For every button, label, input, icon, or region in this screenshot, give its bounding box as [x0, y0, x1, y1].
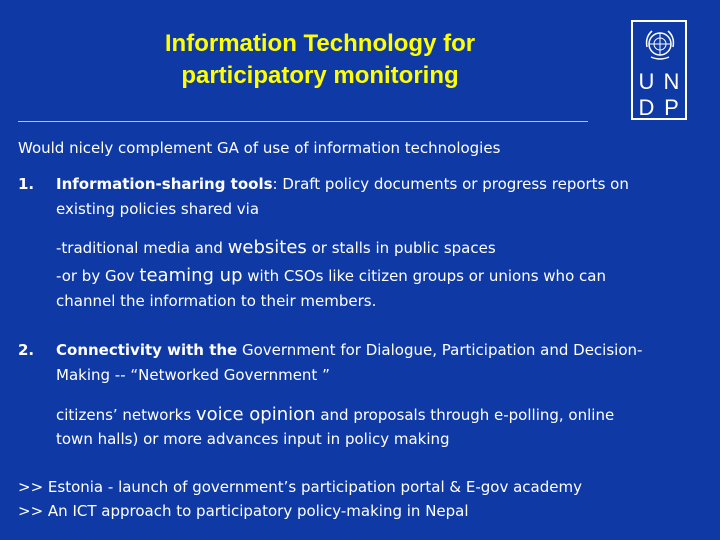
logo-letter-n: N	[663, 69, 680, 94]
item-2-line-1	[56, 338, 720, 363]
item-1-line-3-a: -traditional media and	[56, 239, 228, 257]
title-divider	[18, 121, 588, 122]
item-1-number: 1.	[18, 175, 35, 193]
un-emblem-icon	[642, 27, 678, 63]
item-1-emphasis-teaming-up: teaming up	[139, 265, 243, 286]
item-1-line-4	[56, 263, 720, 289]
item-2-emphasis-voice-opinion: voice opinion	[195, 404, 316, 425]
item-2-line-3-b: and proposals through e-polling, online	[315, 406, 615, 424]
item-1-line-3	[56, 235, 720, 261]
item-1-line-4-a: -or by Gov	[56, 267, 140, 285]
link-nepal[interactable]: >> An ICT approach to participatory policy-making in Nepal	[18, 502, 469, 520]
logo-letter-u: U	[638, 69, 655, 94]
item-2-line-2: Making -- “Networked Government ”	[56, 366, 330, 384]
item-2-line-4: town halls) or more advances input in policy making	[56, 430, 450, 448]
item-1-line-4-b: with CSOs like citizen groups or unions who can	[242, 267, 606, 285]
link-estonia[interactable]: >> Estonia - launch of government’s participation portal & E-gov academy	[18, 478, 582, 496]
item-1-heading: Information-sharing tools	[56, 175, 273, 193]
undp-logo	[631, 20, 687, 120]
title-line-2: participatory monitoring	[181, 62, 459, 89]
logo-letter-d: D	[638, 95, 655, 120]
item-1-line-3-b: or stalls in public spaces	[306, 239, 496, 257]
item-2-text-a: Government for Dialogue, Participation and Decision-	[237, 341, 643, 359]
item-1-line-5: channel the information to their members.	[56, 292, 377, 310]
logo-letters	[634, 69, 684, 119]
item-1-line-1	[56, 172, 720, 197]
logo-letter-p: P	[664, 95, 679, 120]
item-2-number: 2.	[18, 341, 35, 359]
item-2-line-3-a: citizens’ networks	[56, 406, 196, 424]
item-1-emphasis-websites: websites	[227, 237, 307, 258]
intro-text: Would nicely complement GA of use of information technologies	[18, 139, 501, 157]
title-line-1: Information Technology for	[164, 30, 476, 57]
item-2-line-3	[56, 402, 720, 428]
item-2-heading: Connectivity with the	[56, 341, 238, 359]
slide-title	[100, 28, 540, 92]
item-1-text-a: : Draft policy documents or progress reports on	[272, 175, 629, 193]
item-1-line-2: existing policies shared via	[56, 200, 260, 218]
